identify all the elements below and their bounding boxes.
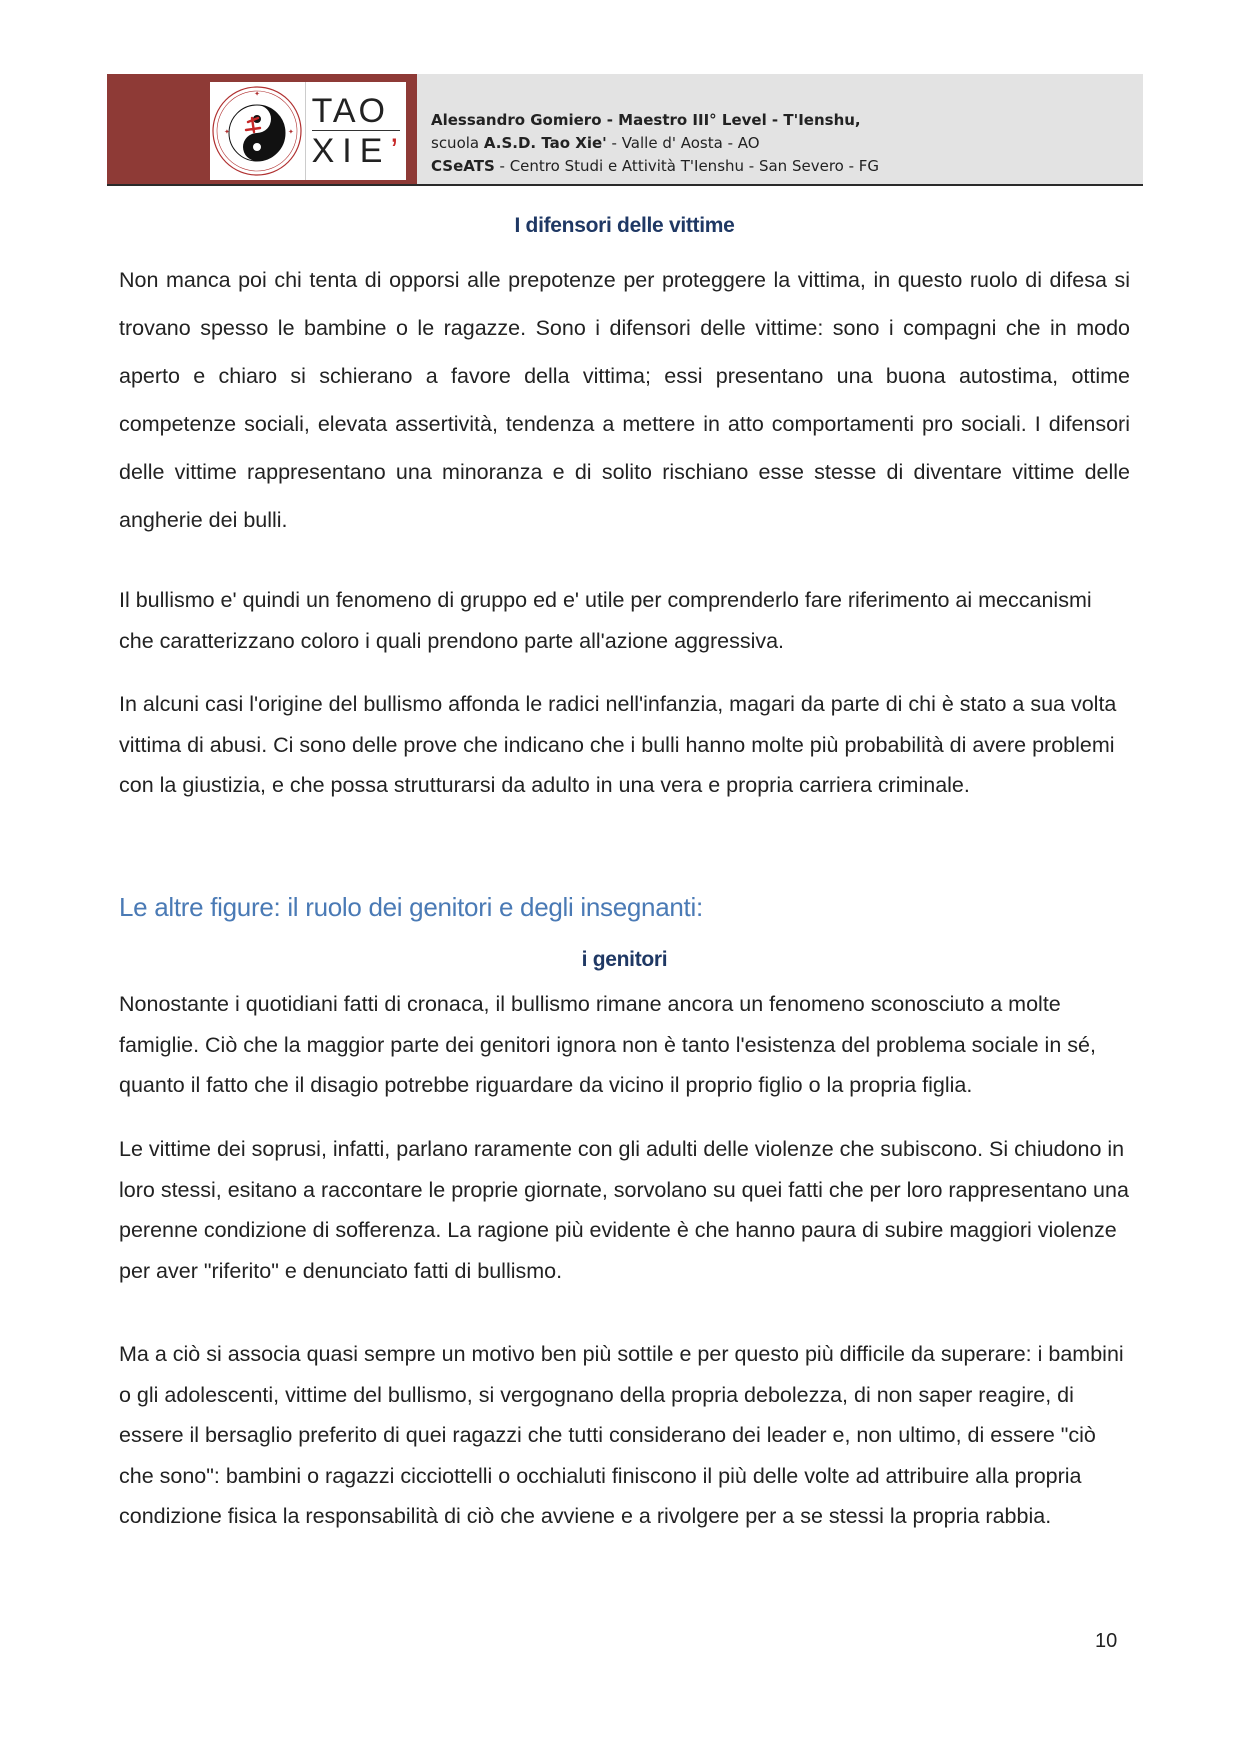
page-header	[107, 74, 1143, 186]
paragraph-defenders: Non manca poi chi tenta di opporsi alle prepotenze per proteggere la vittima, in questo ruolo di difesa si trovano spesso le bambine o le ragazze. Sono i difensori delle vittime: sono i compagni che in modo aperto e chiaro si schierano a favore della vittima; essi presentano una buona autostima, ottime competenze sociali, elevata assertività, tendenza a mettere in atto comportamenti pro sociali. I difensori delle vittime rappresentano una minoranza e di solito rischiano esse stesse di diventare vittime delle angherie dei bulli.	[119, 268, 1130, 532]
svg-text:✦: ✦	[224, 128, 231, 136]
yin-yang-icon	[210, 82, 305, 180]
paragraph-group-phenomenon: Il bullismo e' quindi un fenomeno di gruppo ed e' utile per comprenderlo fare riferimento ai meccanismi che caratterizzano coloro i quali prendono parte all'azione aggressiva.	[119, 588, 1092, 653]
school-logo	[210, 82, 406, 180]
paragraph-victims-silence: Le vittime dei soprusi, infatti, parlano raramente con gli adulti delle violenze che subiscono. Si chiudono in loro stessi, esitano a raccontare le proprie giornate, sorvolano su quei fatti che per loro rappresentano una perenne condizione di sofferenza. La ragione più evidente è che hanno paura di subire maggiori violenze per aver "riferito" e denunciato fatti di bullismo.	[119, 1137, 1129, 1283]
logo-wordmark	[305, 82, 406, 180]
logo-title-bottom: XIE’	[311, 132, 406, 170]
logo-divider	[312, 130, 400, 131]
header-line-school: scuola A.S.D. Tao Xie' - Valle d' Aosta - AO	[431, 134, 760, 152]
svg-text:✦: ✦	[288, 128, 295, 136]
header-line-author: Alessandro Gomiero - Maestro III° Level - T'Ienshu,	[431, 111, 861, 129]
header-line-center: CSeATS - Centro Studi e Attività T'Ienshu - San Severo - FG	[431, 157, 880, 175]
header-author-info	[431, 109, 879, 178]
svg-text:✦: ✦	[254, 90, 261, 98]
paragraph-parents: Nonostante i quotidiani fatti di cronaca, il bullismo rimane ancora un fenomeno sconosciuto a molte famiglie. Ciò che la maggior parte dei genitori ignora non è tanto l'esistenza del problema sociale in sé, quanto il fatto che il disagio potrebbe riguardare da vicino il proprio figlio o la propria figlia.	[119, 992, 1096, 1097]
page-number: 10	[1095, 1630, 1118, 1652]
subhead-parents: i genitori	[581, 948, 668, 971]
paragraph-origins: In alcuni casi l'origine del bullismo affonda le radici nell'infanzia, magari da parte di chi è stato a sua volta vittima di abusi. Ci sono delle prove che indicano che i bulli hanno molte più probabilità di avere problemi con la giustizia, e che possa strutturarsi da adulto in una vera e propria carriera criminale.	[119, 692, 1117, 797]
section-title-other-figures: Le altre figure: il ruolo dei genitori e degli insegnanti:	[119, 892, 703, 922]
subhead-defenders: I difensori delle vittime	[514, 214, 735, 237]
paragraph-shame: Ma a ciò si associa quasi sempre un motivo ben più sottile e per questo più difficile da superare: i bambini o gli adolescenti, vittime del bullismo, si vergognano della propria debolezza, di non saper reagire, di essere il bersaglio preferito di quei ragazzi che tutti considerano dei leader e, non ultimo, di essere "ciò che sono": bambini o ragazzi cicciottelli o occhialuti finiscono il più delle volte ad attribuire alla propria condizione fisica la responsabilità di ciò che avviene e a rivolgere per a se stessi la propria rabbia.	[119, 1342, 1124, 1528]
logo-title-top: TAO	[311, 92, 388, 130]
